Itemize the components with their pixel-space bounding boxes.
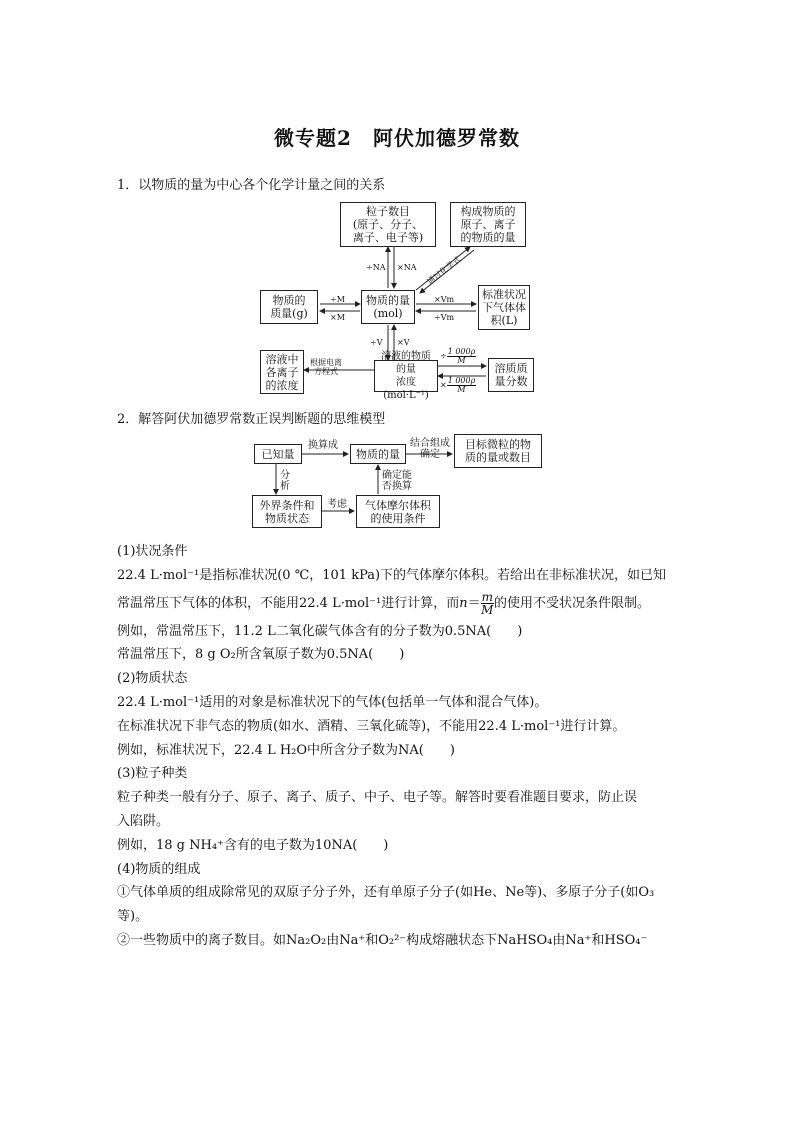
- target-particles-box: 目标微粒的物 质的量或数目: [454, 434, 542, 468]
- thinking-model-diagram: [250, 432, 550, 532]
- example-question: 常温常压下，8 g O₂所含氧原子数为0.5NA( ): [117, 647, 405, 663]
- ion-concentration-box: 溶液中 各离子 的浓度: [260, 350, 304, 394]
- label-div-frac: ÷ $\frac{1 000\rho}{M}$: [440, 347, 476, 365]
- subheading-particles: (3)粒子种类: [117, 766, 188, 782]
- paragraph: 22.4 L·mol⁻¹是指标准状况(0 ℃，101 kPa)下的气体摩尔体积。若给出在非标准状况，如已知: [117, 567, 667, 583]
- paragraph: 在标准状况下非气态的物质(如水、酒精、三氧化硫等)，不能用22.4 L·mol⁻¹进行计算。: [117, 718, 626, 734]
- section-1-heading: 1．以物质的量为中心各个化学计量之间的关系: [117, 178, 386, 193]
- example-question: 例如，18 g NH₄⁺含有的电子数为10NA( ): [117, 837, 389, 853]
- label-mul-frac: × $\frac{1 000\rho}{M}$: [440, 376, 476, 394]
- body-text: [117, 540, 682, 953]
- label-ionization: 根据电离 方程式: [310, 358, 342, 376]
- label-consider: 考虑: [327, 499, 347, 510]
- mass-fraction-box: 溶质质 量分数: [488, 358, 534, 392]
- example-question: 例如，标准状况下，22.4 L H₂O中所含分子数为NA( ): [117, 742, 455, 758]
- label-can-convert: 确定能 否换算: [382, 470, 412, 492]
- label-div-v: ÷V: [370, 338, 383, 347]
- label-mul-vm: ×Vm: [434, 295, 455, 304]
- label-combine: 结合组成 确定: [410, 438, 450, 460]
- label-mul-v: ×V: [397, 338, 410, 347]
- molar-volume-box: 气体摩尔体积 的使用条件: [356, 495, 440, 528]
- label-analyze: 分 析: [280, 470, 290, 492]
- particles-box: 粒子数目 (原子、分子、 离子、电子等): [340, 202, 436, 247]
- example-question: 例如，常温常压下，11.2 L二氧化碳气体含有的分子数为0.5NA( ): [117, 623, 523, 639]
- relationship-diagram: [258, 200, 568, 400]
- label-via-formula: 通过化学式: [425, 254, 463, 287]
- label-mul-na: ×NA: [397, 263, 417, 272]
- paragraph: ②一些物质中的离子数目。如Na₂O₂由Na⁺和O₂²⁻构成熔融状态下NaHSO₄由Na⁺和HSO₄⁻: [117, 932, 648, 948]
- paragraph: 入陷阱。: [117, 813, 170, 829]
- paragraph-formula: 常温常压下气体的体积，不能用22.4 L·mol⁻¹进行计算，而n＝ $\frac{m}{M}$ 的使用不受状况条件限制。: [117, 589, 651, 617]
- page-title: 微专题2 阿伏加德罗常数: [274, 126, 520, 150]
- label-div-vm: ÷Vm: [434, 313, 455, 322]
- label-convert: 换算成: [308, 440, 338, 451]
- paragraph: ①气体单质的组成除常见的双原子分子外，还有单原子分子(如He、Ne等)、多原子分子(如O₃: [117, 885, 655, 901]
- known-quantity-box: 已知量: [254, 444, 302, 464]
- paragraph: 22.4 L·mol⁻¹适用的对象是标准状况下的气体(包括单一气体和混合气体)。: [117, 694, 548, 710]
- label-div-m: ÷M: [330, 295, 345, 304]
- amount-box: 物质的量 (mol): [361, 290, 415, 324]
- section-2-heading: 2．解答阿伏加德罗常数正误判断题的思维模型: [117, 412, 386, 427]
- label-div-na: ÷NA: [366, 263, 386, 272]
- paragraph: 等)。: [117, 909, 149, 925]
- mass-box: 物质的 质量(g): [260, 290, 318, 324]
- solution-concentration-box: 溶液的物质的量 浓度(mol·L⁻¹): [374, 360, 438, 392]
- paragraph: 粒子种类一般有分子、原子、离子、质子、中子、电子等。解答时要看准题目要求，防止误: [117, 790, 638, 806]
- amount-of-substance-box: 物质的量: [350, 444, 406, 464]
- subheading-state: (2)物质状态: [117, 671, 188, 687]
- subheading-composition: (4)物质的组成: [117, 861, 201, 877]
- composition-box: 构成物质的 原子、离子 的物质的量: [450, 202, 526, 247]
- label-mul-m: ×M: [330, 313, 345, 322]
- conditions-state-box: 外界条件和 物质状态: [252, 495, 322, 528]
- gas-volume-box: 标准状况 下气体体 积(L): [478, 285, 530, 330]
- subheading-conditions: (1)状况条件: [117, 544, 188, 559]
